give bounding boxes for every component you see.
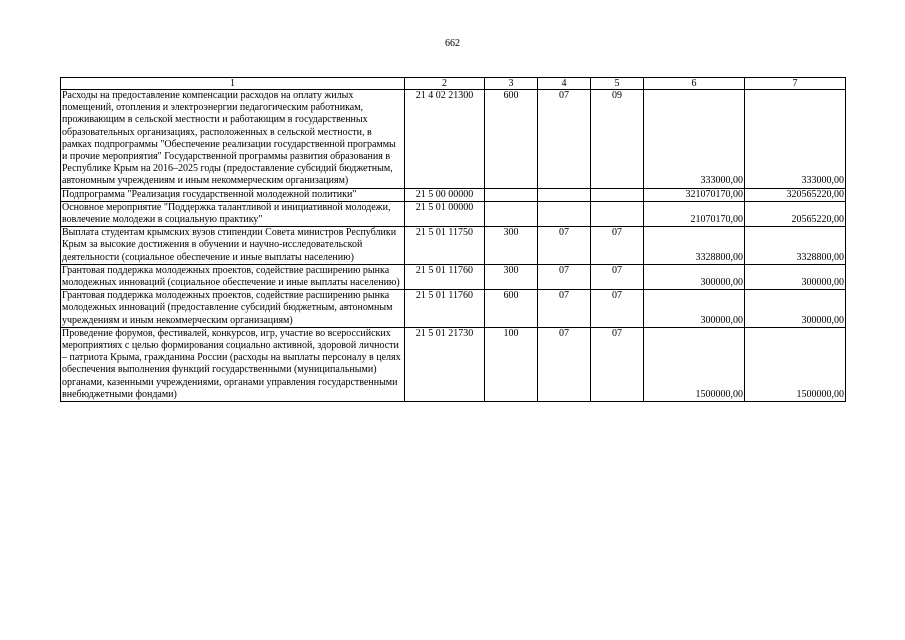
row-section: 07 <box>538 90 591 189</box>
row-amount-col7: 333000,00 <box>745 90 846 189</box>
header-col-5: 5 <box>591 78 644 90</box>
row-expense-type <box>485 201 538 226</box>
row-target-code: 21 5 01 11760 <box>405 290 485 328</box>
row-section: 07 <box>538 327 591 401</box>
table-row <box>61 327 846 401</box>
row-target-code: 21 4 02 21300 <box>405 90 485 189</box>
table-row <box>61 188 846 201</box>
row-amount-col6: 333000,00 <box>644 90 745 189</box>
row-description: Основное мероприятие "Поддержка талантливой и инициативной молодежи, вовлечение молодежи в социальную практику" <box>61 201 405 226</box>
row-target-code: 21 5 00 00000 <box>405 188 485 201</box>
row-description: Грантовая поддержка молодежных проектов, содействие расширению рынка молодежных инноваций (социальное обеспечение и иные выплаты населению) <box>61 264 405 289</box>
row-subsection <box>591 188 644 201</box>
row-subsection: 07 <box>591 227 644 265</box>
header-col-1: 1 <box>61 78 405 90</box>
row-target-code: 21 5 01 11760 <box>405 264 485 289</box>
row-amount-col6: 21070170,00 <box>644 201 745 226</box>
row-amount-col6: 321070170,00 <box>644 188 745 201</box>
row-section <box>538 201 591 226</box>
row-amount-col6: 300000,00 <box>644 290 745 328</box>
header-col-7: 7 <box>745 78 846 90</box>
row-subsection: 07 <box>591 327 644 401</box>
table-row <box>61 290 846 328</box>
budget-table <box>60 77 846 402</box>
header-col-2: 2 <box>405 78 485 90</box>
row-amount-col7: 20565220,00 <box>745 201 846 226</box>
row-subsection: 09 <box>591 90 644 189</box>
row-subsection: 07 <box>591 264 644 289</box>
table-row <box>61 227 846 265</box>
row-amount-col7: 320565220,00 <box>745 188 846 201</box>
row-amount-col6: 300000,00 <box>644 264 745 289</box>
row-section: 07 <box>538 290 591 328</box>
row-expense-type: 300 <box>485 227 538 265</box>
header-col-6: 6 <box>644 78 745 90</box>
header-col-4: 4 <box>538 78 591 90</box>
row-target-code: 21 5 01 21730 <box>405 327 485 401</box>
row-expense-type: 100 <box>485 327 538 401</box>
row-amount-col7: 3328800,00 <box>745 227 846 265</box>
row-description: Грантовая поддержка молодежных проектов, содействие расширению рынка молодежных инноваций (предоставление субсидий бюджетным, автономным учреждениям и иным некоммерческим организациям) <box>61 290 405 328</box>
row-section: 07 <box>538 227 591 265</box>
row-target-code: 21 5 01 00000 <box>405 201 485 226</box>
row-amount-col7: 300000,00 <box>745 290 846 328</box>
row-amount-col7: 1500000,00 <box>745 327 846 401</box>
row-subsection <box>591 201 644 226</box>
row-description: Выплата студентам крымских вузов стипендии Совета министров Республики Крым за высокие достижения в обучении и научно-исследовательской деятельности (социальное обеспечение и иные выплаты населению) <box>61 227 405 265</box>
row-amount-col7: 300000,00 <box>745 264 846 289</box>
row-description: Расходы на предоставление компенсации расходов на оплату жилых помещений, отопления и электроэнергии педагогическим работникам, проживающим в сельской местности и работающим в государственных образовательных организациях, расположенных в сельской местности, в рамках подпрограммы "Обеспечение реализации государственной программы и прочие мероприятия" Государственной программы развития образования в Республике Крым на 2016–2025 годы (предоставление субсидий бюджетным, автономным учреждениям и иным некоммерческим организациям) <box>61 90 405 189</box>
row-section: 07 <box>538 264 591 289</box>
row-amount-col6: 3328800,00 <box>644 227 745 265</box>
row-expense-type: 600 <box>485 90 538 189</box>
header-col-3: 3 <box>485 78 538 90</box>
table-header-row <box>61 78 846 90</box>
table-row <box>61 264 846 289</box>
row-description: Подпрограмма "Реализация государственной молодежной политики" <box>61 188 405 201</box>
row-expense-type: 300 <box>485 264 538 289</box>
row-section <box>538 188 591 201</box>
row-subsection: 07 <box>591 290 644 328</box>
row-expense-type: 600 <box>485 290 538 328</box>
table-row <box>61 201 846 226</box>
row-target-code: 21 5 01 11750 <box>405 227 485 265</box>
row-expense-type <box>485 188 538 201</box>
page-number: 662 <box>445 38 460 49</box>
table-row <box>61 90 846 189</box>
row-amount-col6: 1500000,00 <box>644 327 745 401</box>
row-description: Проведение форумов, фестивалей, конкурсов, игр, участие во всероссийских мероприятиях с целью формирования социально активной, здоровой личности – патриота Крыма, гражданина России (расходы на выплаты персоналу в целях обеспечения выполнения функций государственными (муниципальными) органами, казенными учреждениями, органами управления государственными внебюджетными фондами) <box>61 327 405 401</box>
